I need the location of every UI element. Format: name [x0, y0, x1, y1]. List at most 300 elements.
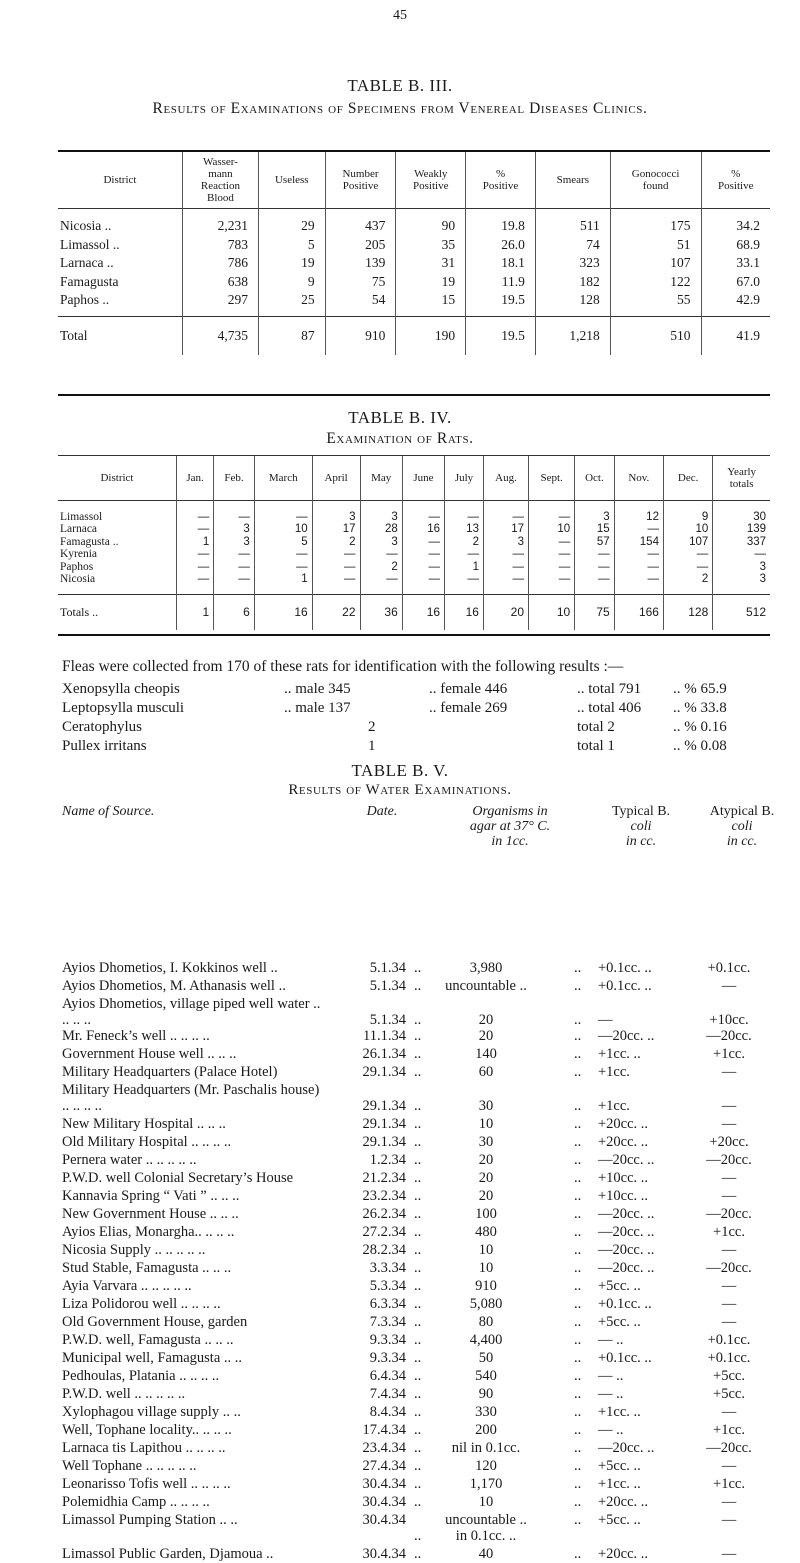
table-cell: 10 [663, 523, 712, 536]
table-cell: — [402, 500, 444, 523]
atypical-coli: — [721, 1296, 737, 1312]
organisms-count [414, 1134, 564, 1151]
table-row [58, 254, 770, 273]
atypical-coli: —20cc. [706, 1260, 752, 1276]
leader: .. [414, 1260, 422, 1276]
organisms-count [414, 1098, 564, 1115]
sample-date: 27.4.34 [362, 1458, 406, 1474]
table-cell: Famagusta .. [60, 535, 119, 548]
sample-date: 9.3.34 [369, 1350, 406, 1366]
column-header: March [254, 456, 312, 500]
flea-cell: .. total 406 [577, 700, 642, 716]
table-b4 [58, 456, 770, 630]
leader: .. [414, 1098, 422, 1114]
table-cell: — [529, 500, 575, 523]
sample-date: 5.1.34 [369, 960, 406, 976]
header-line: coli [630, 819, 652, 834]
typical-coli [574, 1422, 674, 1439]
table-cell: — [214, 500, 255, 523]
table-cell: 31 [396, 254, 466, 273]
typical-coli [574, 1332, 674, 1349]
table-row [58, 548, 770, 561]
typical-coli-value: — .. [598, 1368, 624, 1384]
leader: .. [574, 1332, 582, 1348]
table-cell: 19.8 [466, 209, 536, 236]
organisms-value: 120 [475, 1458, 497, 1474]
leader: .. [414, 1224, 422, 1240]
leader: .. [414, 1206, 422, 1222]
atypical-coli: +0.1cc. [707, 1332, 751, 1348]
table-cell: 182 [535, 273, 610, 292]
column-header: Sept. [529, 456, 575, 500]
organisms-value: 90 [478, 1386, 494, 1402]
typical-coli [574, 1494, 674, 1511]
source-name: Government House well .. .. .. [62, 1046, 237, 1062]
table-cell: — [312, 548, 360, 561]
sample-date: 30.4.34 [362, 1546, 406, 1562]
table-cell: 3 [214, 536, 255, 549]
organisms-value: 30 [478, 1098, 494, 1114]
typical-coli-value: +1cc. [598, 1064, 630, 1080]
table-cell: 41.9 [701, 316, 770, 355]
table-cell: 16 [254, 594, 312, 630]
typical-coli [574, 960, 674, 977]
header-line: agar at 37° C. [469, 819, 551, 834]
typical-coli-value: — .. [598, 1332, 624, 1348]
atypical-coli: — [721, 1116, 737, 1132]
source-name: New Military Hospital .. .. .. [62, 1116, 226, 1132]
table-cell: 437 [325, 209, 396, 236]
sample-date: 27.2.34 [362, 1224, 406, 1240]
table-cell: — [254, 561, 312, 574]
leader: .. [414, 1314, 422, 1330]
atypical-coli: — [721, 1512, 737, 1528]
typical-coli [574, 1440, 674, 1457]
organisms-value: 10 [478, 1242, 494, 1258]
table-cell: Limassol .. [60, 236, 120, 252]
table-cell: 3 [713, 561, 770, 574]
source-name: Kannavia Spring “ Vati ” .. .. .. [62, 1188, 240, 1204]
table-row [58, 561, 770, 574]
source-name: Pernera water .. .. .. .. .. [62, 1152, 197, 1168]
typical-coli-value: +20cc. .. [598, 1494, 649, 1510]
atypical-coli: —20cc. [706, 1152, 752, 1168]
flea-cell: .. male 137 [284, 700, 351, 716]
table-cell: 786 [182, 254, 258, 273]
typical-coli [574, 1476, 674, 1493]
table-cell: 54 [325, 291, 396, 316]
table-b3 [58, 152, 770, 355]
header-organisms [440, 804, 580, 849]
table-cell: — [312, 573, 360, 594]
sample-date: 5.1.34 [369, 1012, 406, 1028]
table-cell: — [176, 500, 213, 523]
organisms-value: 10 [478, 1494, 494, 1510]
typical-coli [574, 1404, 674, 1421]
source-name: Military Headquarters (Mr. Paschalis house) .. .. .. .. [62, 1082, 320, 1114]
leader: .. [574, 1170, 582, 1186]
table-cell: 19.5 [466, 291, 536, 316]
table-cell: — [176, 523, 213, 536]
table-cell: — [176, 548, 213, 561]
typical-coli [574, 1314, 674, 1331]
typical-coli [574, 1458, 674, 1475]
source-name: Old Military Hospital .. .. .. .. [62, 1134, 232, 1150]
typical-coli [574, 1546, 674, 1563]
source-name: Ayios Dhometios, M. Athanasis well .. [62, 978, 286, 994]
table-cell: — [529, 548, 575, 561]
leader: .. [414, 1476, 422, 1492]
flea-cell: 1 [368, 738, 376, 754]
leader: .. [414, 1242, 422, 1258]
flea-row [62, 680, 782, 699]
organisms-count [414, 1012, 564, 1029]
organisms-count [414, 1440, 564, 1457]
flea-cell: .. total 791 [577, 681, 642, 697]
leader: .. [574, 1368, 582, 1384]
atypical-coli: — [721, 1170, 737, 1186]
typical-coli-value: +10cc. .. [598, 1170, 649, 1186]
organisms-count [414, 1064, 564, 1081]
organisms-count [414, 1224, 564, 1241]
leader: .. [414, 978, 422, 994]
table-cell: 1,218 [535, 316, 610, 355]
typical-coli [574, 1512, 674, 1529]
source-name: Well Tophane .. .. .. .. .. [62, 1458, 197, 1474]
typical-coli-value: +0.1cc. .. [598, 1296, 652, 1312]
column-header: Aug. [483, 456, 528, 500]
organisms-value: 330 [475, 1404, 497, 1420]
organisms-value: 20 [478, 1028, 494, 1044]
organisms-count [414, 1476, 564, 1493]
table-cell: 9 [663, 500, 712, 523]
table-cell: 3 [483, 536, 528, 549]
leader: .. [414, 1386, 422, 1402]
typical-coli-value: +1cc. .. [598, 1046, 641, 1062]
column-header: June [402, 456, 444, 500]
leader: .. [414, 1188, 422, 1204]
table-b3-subtitle: Results of Examinations of Specimens from Venereal Diseases Clinics. [152, 100, 648, 117]
table-cell: 17 [312, 523, 360, 536]
flea-cell: .. % 0.16 [673, 719, 727, 735]
leader: .. [574, 1422, 582, 1438]
atypical-coli: +10cc. [709, 1012, 749, 1028]
organisms-count [414, 1404, 564, 1421]
leader: .. [574, 1188, 582, 1204]
table-b5-subtitle: Results of Water Examinations. [288, 782, 512, 798]
table-cell: 910 [325, 316, 396, 355]
source-name: Ayios Elias, Monargha.. .. .. .. [62, 1224, 235, 1240]
atypical-coli: +1cc. [713, 1422, 745, 1438]
typical-coli-value: +5cc. .. [598, 1278, 641, 1294]
source-name: Pedhoulas, Platania .. .. .. .. [62, 1368, 220, 1384]
source-name: Limassol Public Garden, Djamoua .. [62, 1546, 274, 1562]
organisms-value: 20 [478, 1152, 494, 1168]
table-cell: 3 [360, 500, 402, 523]
total-row [58, 594, 770, 630]
column-header: Gonococci found [610, 152, 701, 209]
leader: .. [574, 1116, 582, 1132]
table-cell: 6 [214, 594, 255, 630]
organisms-count [414, 1152, 564, 1169]
table-cell: 19 [258, 254, 325, 273]
table-cell: 10 [529, 523, 575, 536]
table-cell: — [529, 536, 575, 549]
table-cell: 87 [258, 316, 325, 355]
typical-coli-value: +1cc. [598, 1098, 630, 1114]
typical-coli [574, 1296, 674, 1313]
header-name-of-source: Name of Source. [62, 804, 155, 819]
table-cell: — [445, 548, 484, 561]
typical-coli-value: +0.1cc. .. [598, 978, 652, 994]
atypical-coli: — [721, 1314, 737, 1330]
table-cell: — [575, 573, 614, 594]
source-name: Nicosia Supply .. .. .. .. .. [62, 1242, 206, 1258]
table-cell: Nicosia .. [60, 218, 112, 234]
table-cell: — [614, 523, 663, 536]
table-cell: — [402, 536, 444, 549]
table-cell: — [214, 548, 255, 561]
table-cell: 154 [614, 536, 663, 549]
organisms-value: 20 [478, 1170, 494, 1186]
table-cell: 107 [663, 536, 712, 549]
table-cell: 2 [312, 536, 360, 549]
table-cell: 1 [176, 594, 213, 630]
leader: .. [574, 1512, 582, 1528]
table-row [58, 236, 770, 255]
header-line: Typical B. [611, 804, 671, 819]
source-name: Stud Stable, Famagusta .. .. .. [62, 1260, 232, 1276]
fleas-list [62, 680, 782, 756]
column-header: May [360, 456, 402, 500]
typical-coli-value: — .. [598, 1422, 624, 1438]
table-cell: 34.2 [701, 209, 770, 236]
flea-row [62, 699, 782, 718]
organisms-count [414, 1278, 564, 1295]
table-cell: 10 [529, 594, 575, 630]
table-cell: 19.5 [466, 316, 536, 355]
atypical-coli: +20cc. [709, 1134, 749, 1150]
typical-coli [574, 978, 674, 995]
leader: .. [414, 1440, 422, 1456]
leader: .. [414, 1064, 422, 1080]
flea-cell: total 2 [577, 719, 615, 735]
sample-date: 29.1.34 [362, 1134, 406, 1150]
column-header: Yearly totals [713, 456, 770, 500]
flea-cell: 2 [368, 719, 376, 735]
leader: .. [574, 1494, 582, 1510]
organisms-value: 3,980 [469, 960, 503, 976]
leader: .. [414, 1116, 422, 1132]
source-name: Ayia Varvara .. .. .. .. .. [62, 1278, 192, 1294]
flea-cell: .. male 345 [284, 681, 351, 697]
sample-date: 8.4.34 [369, 1404, 406, 1420]
sample-date: 3.3.34 [369, 1260, 406, 1276]
source-name: P.W.D. well .. .. .. .. .. [62, 1386, 186, 1402]
sample-date: 1.2.34 [369, 1152, 406, 1168]
sample-date: 5.1.34 [369, 978, 406, 994]
table-cell: Paphos .. [60, 292, 110, 308]
flea-cell: total 1 [577, 738, 615, 754]
table-cell: 42.9 [701, 291, 770, 316]
atypical-coli: +5cc. [713, 1386, 745, 1402]
organisms-value: 10 [478, 1260, 494, 1276]
sample-date: 29.1.34 [362, 1098, 406, 1114]
table-cell: Total [60, 327, 88, 343]
table-cell: — [445, 573, 484, 594]
column-header: April [312, 456, 360, 500]
leader: .. [414, 1528, 422, 1544]
table-cell: Larnaca [60, 523, 98, 536]
source-name: Ayios Dhometios, village piped well water .. .. .. .. [62, 996, 321, 1028]
atypical-coli: — [721, 1098, 737, 1114]
flea-cell: .. female 446 [429, 681, 508, 697]
atypical-coli: — [721, 1546, 737, 1562]
table-cell: 3 [312, 500, 360, 523]
leader: .. [574, 1350, 582, 1366]
atypical-coli: —20cc. [706, 1206, 752, 1222]
sample-date: 6.3.34 [369, 1296, 406, 1312]
table-row [58, 273, 770, 292]
typical-coli [574, 1028, 674, 1045]
table-cell: — [575, 548, 614, 561]
atypical-coli: —20cc. [706, 1028, 752, 1044]
header-line: Atypical B. [709, 804, 775, 819]
leader: .. [574, 978, 582, 994]
typical-coli-value: +0.1cc. .. [598, 1350, 652, 1366]
table-row [58, 573, 770, 594]
table-b4-bottom-rule [58, 634, 770, 636]
leader: .. [414, 1422, 422, 1438]
table-row [58, 500, 770, 523]
sample-date: 23.2.34 [362, 1188, 406, 1204]
atypical-coli: — [721, 1404, 737, 1420]
column-header: Oct. [575, 456, 614, 500]
atypical-coli: +1cc. [713, 1224, 745, 1240]
table-cell: — [663, 561, 712, 574]
table-cell: 28 [360, 523, 402, 536]
typical-coli [574, 1368, 674, 1385]
flea-cell: .. % 65.9 [673, 681, 727, 697]
table-cell: — [214, 573, 255, 594]
table-cell: 107 [610, 254, 701, 273]
column-header: Dec. [663, 456, 712, 500]
organisms-count [414, 1242, 564, 1259]
organisms-count [414, 1206, 564, 1223]
atypical-coli: — [721, 1494, 737, 1510]
source-name: P.W.D. well, Famagusta .. .. .. [62, 1332, 234, 1348]
leader: .. [414, 1458, 422, 1474]
leader: .. [574, 1260, 582, 1276]
typical-coli-value: +5cc. .. [598, 1314, 641, 1330]
typical-coli-value: +20cc. .. [598, 1134, 649, 1150]
organisms-value: 30 [478, 1134, 494, 1150]
table-cell: 67.0 [701, 273, 770, 292]
table-cell: — [529, 561, 575, 574]
atypical-coli: — [721, 978, 737, 994]
table-cell: 68.9 [701, 236, 770, 255]
source-name: Mr. Feneck’s well .. .. .. .. [62, 1028, 210, 1044]
table-cell: 297 [182, 291, 258, 316]
leader: .. [414, 1170, 422, 1186]
column-header: July [445, 456, 484, 500]
leader: .. [574, 1278, 582, 1294]
leader: .. [414, 1278, 422, 1294]
table-cell: 3 [360, 536, 402, 549]
flea-cell [429, 718, 577, 737]
table-cell: 139 [325, 254, 396, 273]
table-cell: 33.1 [701, 254, 770, 273]
leader: .. [574, 960, 582, 976]
typical-coli-value: +20cc. .. [598, 1546, 649, 1562]
table-cell: 16 [402, 594, 444, 630]
column-header: District [103, 174, 137, 186]
column-header: Smears [535, 152, 610, 209]
sample-date: 29.1.34 [362, 1064, 406, 1080]
table-row [58, 209, 770, 236]
table-cell: — [402, 548, 444, 561]
table-cell: 1 [254, 573, 312, 594]
table-cell: — [402, 561, 444, 574]
table-cell: Limassol [60, 510, 103, 523]
sample-date: 29.1.34 [362, 1116, 406, 1132]
leader: .. [574, 1152, 582, 1168]
table-cell: 2 [445, 536, 484, 549]
typical-coli-value: —20cc. .. [598, 1028, 655, 1044]
organisms-count [414, 1386, 564, 1403]
table-cell: 57 [575, 536, 614, 549]
organisms-count [414, 978, 564, 995]
table-cell: — [254, 500, 312, 523]
organisms-count [414, 1350, 564, 1367]
table-cell: 205 [325, 236, 396, 255]
flea-cell: .. % 0.08 [673, 738, 727, 754]
flea-cell: .. % 33.8 [673, 700, 727, 716]
leader: .. [414, 1028, 422, 1044]
fleas-intro: Fleas were collected from 170 of these rats for identification with the following results :— [62, 658, 624, 675]
typical-coli [574, 1152, 674, 1169]
source-name: Old Government House, garden [62, 1314, 248, 1330]
header-line: in cc. [625, 834, 657, 849]
table-cell: 139 [713, 523, 770, 536]
leader: .. [574, 1046, 582, 1062]
table-cell: 20 [483, 594, 528, 630]
table-cell: 128 [663, 594, 712, 630]
organisms-count [414, 960, 564, 977]
source-name: Polemidhia Camp .. .. .. .. [62, 1494, 210, 1510]
table-cell: 16 [445, 594, 484, 630]
organisms-value: 140 [475, 1046, 497, 1062]
sample-date: 26.1.34 [362, 1046, 406, 1062]
table-b3-title: TABLE B. III. [347, 76, 453, 95]
organisms-count [414, 1458, 564, 1475]
flea-row [62, 737, 782, 756]
table-cell: 2 [663, 573, 712, 594]
column-header: District [100, 471, 134, 484]
typical-coli-value: —20cc. .. [598, 1224, 655, 1240]
column-header: % Positive [466, 152, 536, 209]
source-name: New Government House .. .. .. [62, 1206, 239, 1222]
table-cell: — [614, 548, 663, 561]
organisms-value: 540 [475, 1368, 497, 1384]
organisms-value: 100 [475, 1206, 497, 1222]
table-cell: — [663, 548, 712, 561]
sample-date: 30.4.34 [362, 1512, 406, 1528]
table-cell: 16 [402, 523, 444, 536]
table-cell: — [483, 573, 528, 594]
leader: .. [414, 1404, 422, 1420]
organisms-value: 40 [478, 1546, 494, 1562]
